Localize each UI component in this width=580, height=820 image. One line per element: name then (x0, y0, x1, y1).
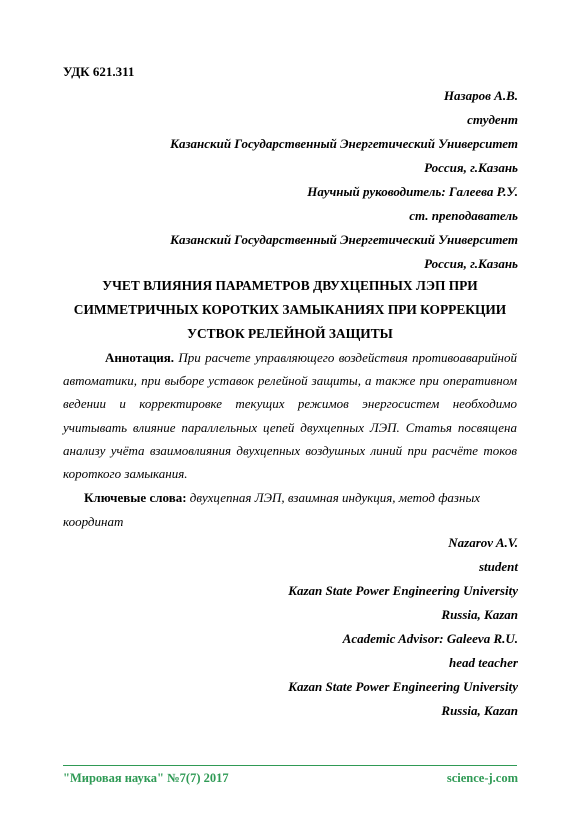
author-en-university: Kazan State Power Engineering University (288, 583, 518, 598)
abstract-text: При расчете управляющего воздействия противоаварийной автоматики, при выборе уставок релейной защиты, а также при оперативном ведении и корректировке текущих режимов энергосистем необходимо учитывать влияние параллельных цепей двухцепных ЛЭП. Статья посвящена анализу учёта взаимовлияния двухцепных воздушных линий при расчёте токов короткого замыкания. (63, 350, 517, 482)
abstract-paragraph (63, 346, 517, 485)
advisor-ru-location: Россия, г.Казань (424, 256, 518, 271)
author-ru-status: студент (467, 112, 518, 127)
advisor-ru-name: Научный руководитель: Галеева Р.У. (307, 184, 518, 199)
author-en-location: Russia, Kazan (441, 607, 518, 622)
advisor-en-status: head teacher (449, 655, 518, 670)
keywords-label: Ключевые слова: (84, 490, 187, 505)
udk-code: УДК 621.311 (63, 64, 135, 79)
advisor-en-location: Russia, Kazan (441, 703, 518, 718)
abstract-label: Аннотация. (105, 350, 175, 365)
footer-journal: "Мировая наука" №7(7) 2017 (63, 771, 229, 785)
title-line: СИММЕТРИЧНЫХ КОРОТКИХ ЗАМЫКАНИЯХ ПРИ КОРРЕКЦИИ (73, 302, 507, 317)
keywords-paragraph (63, 486, 517, 534)
keywords-text: двухцепная ЛЭП, взаимная индукция, метод фазных координат (63, 490, 481, 529)
footer-divider (63, 765, 517, 766)
advisor-en-university: Kazan State Power Engineering University (288, 679, 518, 694)
footer-site-link[interactable]: science-j.com (446, 771, 518, 785)
author-en-name: Nazarov A.V. (448, 535, 518, 550)
author-ru-location: Россия, г.Казань (424, 160, 518, 175)
advisor-ru-university: Казанский Государственный Энергетический Университет (170, 232, 518, 247)
author-ru-university: Казанский Государственный Энергетический Университет (170, 136, 518, 151)
title-line: УСТВОК РЕЛЕЙНОЙ ЗАЩИТЫ (187, 326, 393, 341)
author-ru-name: Назаров А.В. (443, 88, 518, 103)
title-line: УЧЕТ ВЛИЯНИЯ ПАРАМЕТРОВ ДВУХЦЕПНЫХ ЛЭП ПРИ (102, 278, 478, 293)
advisor-ru-status: ст. преподаватель (409, 208, 518, 223)
article-title (60, 274, 520, 346)
advisor-en-name: Academic Advisor: Galeeva R.U. (342, 631, 518, 646)
author-en-status: student (478, 559, 518, 574)
